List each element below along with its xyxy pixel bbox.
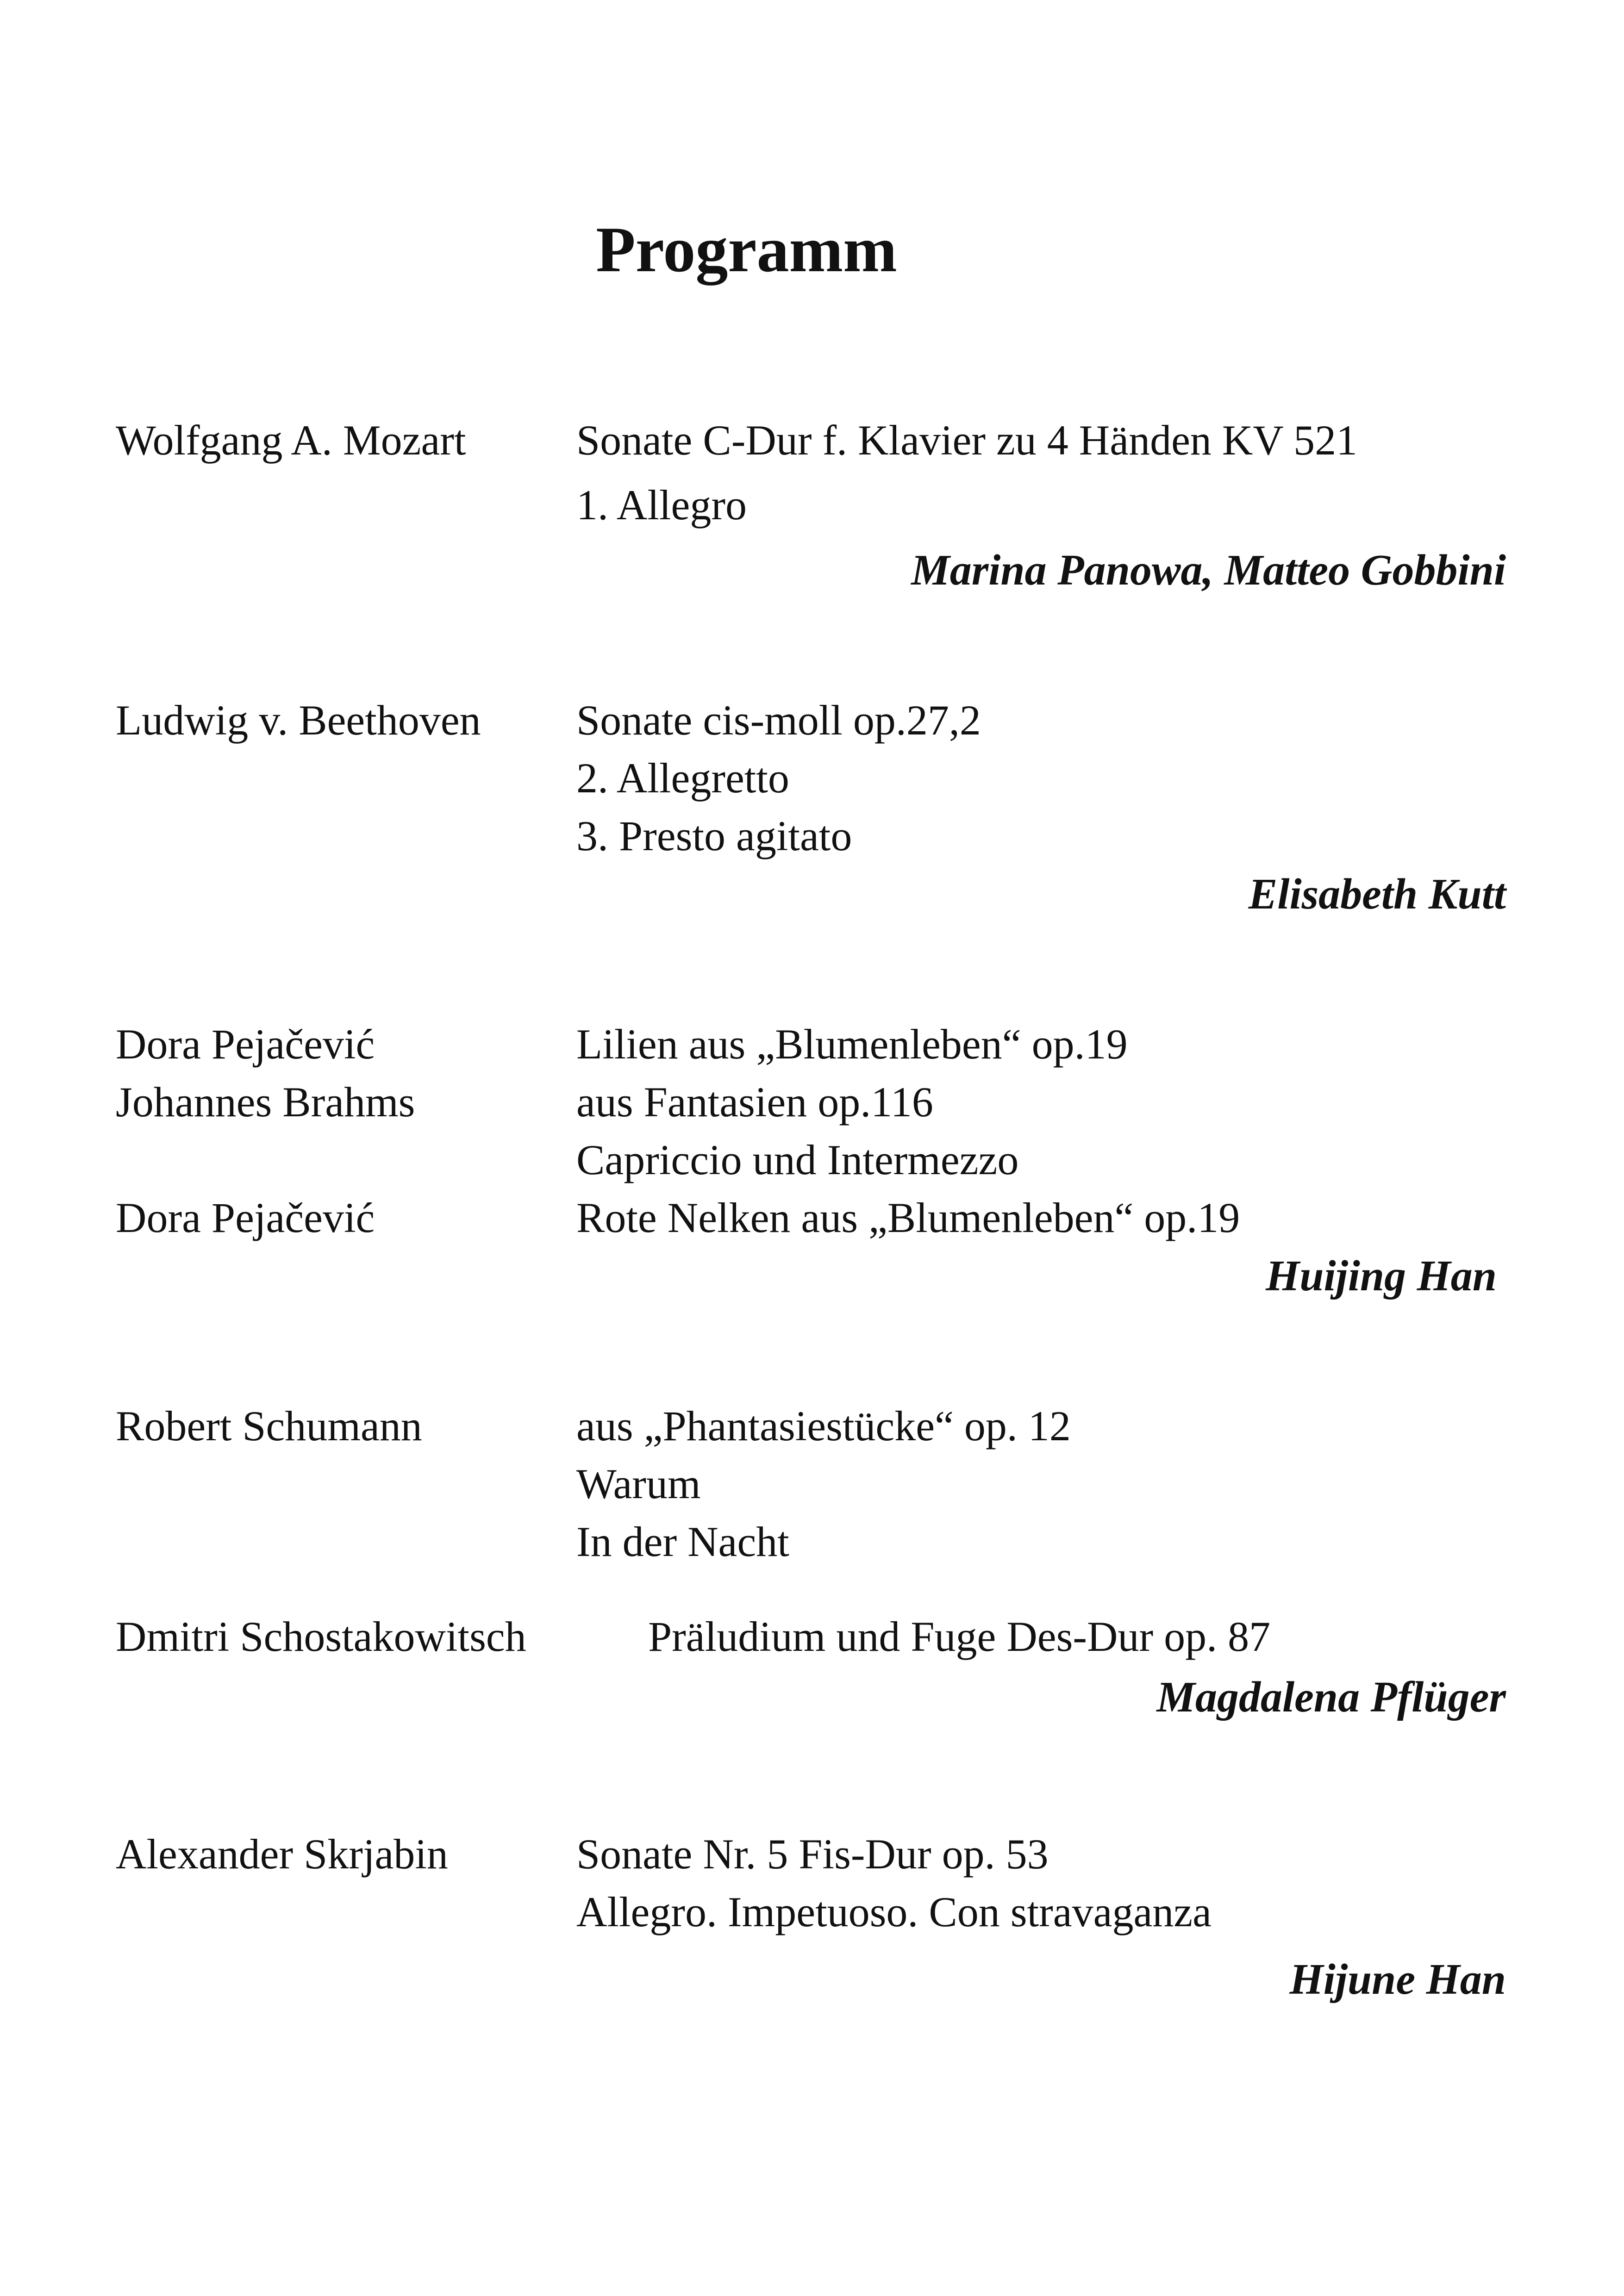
composer-name: Alexander Skrjabin [116, 1830, 448, 1878]
work-title: Sonate cis-moll op.27,2 [576, 697, 981, 744]
movement-title: In der Nacht [576, 1518, 789, 1565]
movement-title: Warum [576, 1460, 701, 1507]
work-title: Sonate Nr. 5 Fis-Dur op. 53 [576, 1830, 1049, 1878]
movement-title: 1. Allegro [576, 481, 747, 529]
composer-name: Dora Pejačević [116, 1194, 375, 1241]
composer-name: Dmitri Schostakowitsch [116, 1613, 526, 1660]
work-title: Rote Nelken aus „Blumenleben“ op.19 [576, 1194, 1240, 1241]
movement-title: Allegro. Impetuoso. Con stravaganza [576, 1888, 1212, 1935]
movement-title: Capriccio und Intermezzo [576, 1136, 1019, 1183]
composer-name: Dora Pejačević [116, 1020, 375, 1068]
performer-name: Elisabeth Kutt [1248, 870, 1506, 918]
composer-name: Ludwig v. Beethoven [116, 697, 481, 744]
composer-name: Johannes Brahms [116, 1078, 415, 1126]
performer-name: Hijune Han [1289, 1955, 1506, 2004]
work-title: Präludium und Fuge Des-Dur op. 87 [648, 1613, 1271, 1660]
performer-name: Magdalena Pflüger [1156, 1673, 1506, 1721]
movement-title: 2. Allegretto [576, 754, 789, 802]
composer-name: Wolfgang A. Mozart [116, 417, 466, 464]
work-title: Lilien aus „Blumenleben“ op.19 [576, 1020, 1128, 1068]
composer-name: Robert Schumann [116, 1402, 422, 1450]
movement-title: 3. Presto agitato [576, 812, 852, 859]
performer-name: Huijing Han [1266, 1252, 1497, 1300]
work-title: aus Fantasien op.116 [576, 1078, 933, 1126]
work-title: aus „Phantasiestücke“ op. 12 [576, 1402, 1071, 1450]
performer-name: Marina Panowa, Matteo Gobbini [911, 546, 1506, 594]
page-title: Programm [596, 214, 897, 286]
work-title: Sonate C-Dur f. Klavier zu 4 Händen KV 521 [576, 417, 1358, 464]
